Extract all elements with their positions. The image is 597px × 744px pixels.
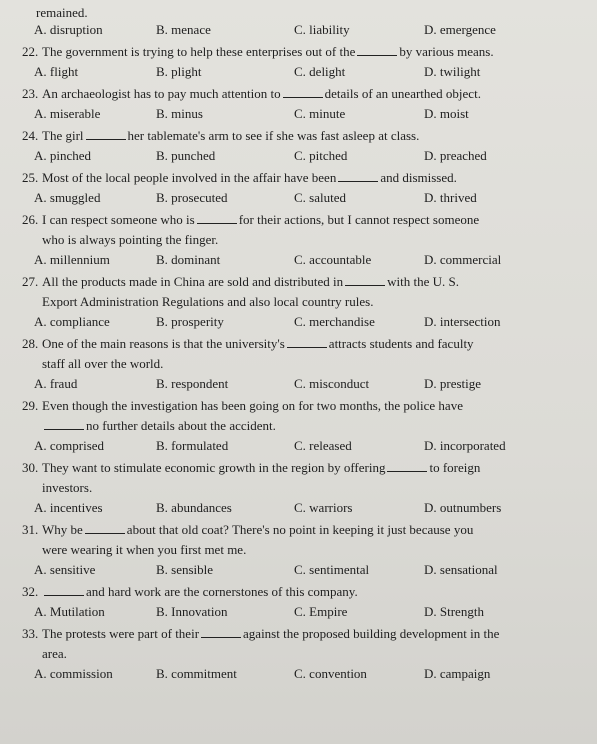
answer-blank[interactable] [44, 419, 84, 430]
question-27 [22, 272, 583, 332]
option-a[interactable]: A. disruption [34, 22, 103, 37]
question-number: 25. [22, 170, 39, 185]
option-b[interactable]: B. punched [156, 148, 216, 163]
option-a[interactable]: A. pinched [34, 148, 92, 163]
options-row [22, 312, 583, 332]
options-row-21 [22, 20, 583, 40]
option-b[interactable]: B. minus [156, 106, 203, 121]
question-number: 32. [22, 584, 39, 599]
question-text-after: for their actions, but I cannot respect someone [238, 212, 480, 227]
option-d[interactable]: D. campaign [424, 666, 491, 681]
option-d[interactable]: D. Strength [424, 604, 484, 619]
options-row [22, 250, 583, 270]
question-continuation-text: who is always pointing the finger. [42, 232, 219, 247]
question-text-after: about that old coat? There's no point in keeping it just because you [126, 522, 474, 537]
question-text-after: by various means. [399, 44, 494, 59]
option-d[interactable]: D. thrived [424, 190, 477, 205]
question-continuation-text: no further details about the accident. [86, 418, 276, 433]
answer-blank[interactable] [357, 45, 397, 56]
option-a[interactable]: A. compliance [34, 314, 110, 329]
question-number: 26. [22, 212, 39, 227]
option-d[interactable]: D. twilight [424, 64, 481, 79]
question-text-after: and dismissed. [380, 170, 457, 185]
option-a[interactable]: A. miserable [34, 106, 101, 121]
question-number: 30. [22, 460, 39, 475]
option-d[interactable]: D. commercial [424, 252, 502, 267]
question-continuation [22, 354, 583, 374]
option-d[interactable]: D. moist [424, 106, 469, 121]
option-b[interactable]: B. Innovation [156, 604, 228, 619]
question-text-after: details of an unearthed object. [324, 86, 481, 101]
question-text-after: to foreign [429, 460, 481, 475]
option-d[interactable]: D. preached [424, 148, 487, 163]
question-continuation-text: area. [42, 646, 67, 661]
option-a[interactable]: A. flight [34, 64, 79, 79]
question-30 [22, 458, 583, 518]
option-d[interactable]: D. emergence [424, 22, 496, 37]
question-text-before: The girl [42, 128, 84, 143]
option-a[interactable]: A. incentives [34, 500, 103, 515]
question-list [22, 42, 583, 684]
option-a[interactable]: A. sensitive [34, 562, 96, 577]
question-23 [22, 84, 583, 124]
options-row [22, 146, 583, 166]
answer-blank[interactable] [345, 275, 385, 286]
question-continuation-text: staff all over the world. [42, 356, 164, 371]
question-line [22, 334, 583, 354]
options-row [22, 602, 583, 622]
options-row [22, 560, 583, 580]
option-a[interactable]: A. commission [34, 666, 113, 681]
answer-blank[interactable] [44, 585, 84, 596]
question-line [22, 210, 583, 230]
question-continuation [22, 230, 583, 250]
answer-blank[interactable] [197, 213, 237, 224]
question-number: 23. [22, 86, 39, 101]
question-continuation [22, 416, 583, 436]
options-row [22, 374, 583, 394]
question-text-after: attracts students and faculty [328, 336, 474, 351]
question-number: 31. [22, 522, 39, 537]
question-line [22, 582, 583, 602]
option-c[interactable]: C. accountable [294, 252, 372, 267]
question-26 [22, 210, 583, 270]
option-b[interactable]: B. menace [156, 22, 211, 37]
option-d[interactable]: D. incorporated [424, 438, 506, 453]
option-a[interactable]: A. fraud [34, 376, 78, 391]
question-continuation [22, 478, 583, 498]
option-a[interactable]: A. comprised [34, 438, 105, 453]
question-text-after: against the proposed building development in the [243, 626, 500, 641]
answer-blank[interactable] [387, 461, 427, 472]
question-number: 29. [22, 398, 39, 413]
question-33 [22, 624, 583, 684]
option-b[interactable]: B. formulated [156, 438, 229, 453]
intro-line: remained. [36, 5, 88, 20]
option-a[interactable]: A. smuggled [34, 190, 101, 205]
question-line [22, 272, 583, 292]
question-28 [22, 334, 583, 394]
option-c[interactable]: C. delight [294, 64, 346, 79]
question-text-before: Most of the local people involved in the affair have been [42, 170, 337, 185]
question-text-before: One of the main reasons is that the university's [42, 336, 285, 351]
option-b[interactable]: B. sensible [156, 562, 214, 577]
question-32 [22, 582, 583, 622]
question-text-before: I can respect someone who is [42, 212, 195, 227]
option-c[interactable]: C. minute [294, 106, 346, 121]
question-number: 24. [22, 128, 39, 143]
option-c[interactable]: C. saluted [294, 190, 346, 205]
question-text-before: An archaeologist has to pay much attention to [42, 86, 281, 101]
question-line [22, 458, 583, 478]
options-row [22, 188, 583, 208]
question-line [22, 624, 583, 644]
question-text-after: with the U. S. [387, 274, 459, 289]
option-c[interactable]: C. pitched [294, 148, 348, 163]
answer-blank[interactable] [283, 87, 323, 98]
option-b[interactable]: B. prosperity [156, 314, 224, 329]
question-continuation [22, 292, 583, 312]
question-24 [22, 126, 583, 166]
option-b[interactable]: B. respondent [156, 376, 229, 391]
options-row [22, 664, 583, 684]
question-31 [22, 520, 583, 580]
option-c[interactable]: C. convention [294, 666, 367, 681]
question-text-after: her tablemate's arm to see if she was fast asleep at class. [127, 128, 420, 143]
question-line [22, 520, 583, 540]
option-c[interactable]: C. sentimental [294, 562, 370, 577]
question-continuation-text: investors. [42, 480, 93, 495]
question-line [22, 42, 583, 62]
option-b[interactable]: B. plight [156, 64, 202, 79]
options-row [22, 104, 583, 124]
question-line [22, 396, 583, 416]
option-d[interactable]: D. prestige [424, 376, 482, 391]
option-c[interactable]: C. merchandise [294, 314, 375, 329]
question-text-after: and hard work are the cornerstones of this company. [86, 584, 358, 599]
question-number: 27. [22, 274, 39, 289]
answer-blank[interactable] [287, 337, 327, 348]
option-c[interactable]: C. liability [294, 22, 350, 37]
option-c[interactable]: C. warriors [294, 500, 353, 515]
question-continuation-text: were wearing it when you first met me. [42, 542, 247, 557]
question-continuation-text: Export Administration Regulations and also local country rules. [42, 294, 374, 309]
question-text-before: Even though the investigation has been going on for two months, the police have [42, 398, 463, 413]
answer-blank[interactable] [85, 523, 125, 534]
option-d[interactable]: D. intersection [424, 314, 501, 329]
option-c[interactable]: C. Empire [294, 604, 348, 619]
question-text-before: The protests were part of their [42, 626, 200, 641]
option-a[interactable]: A. millennium [34, 252, 110, 267]
question-number: 22. [22, 44, 39, 59]
question-text-before: They want to stimulate economic growth in the region by offering [42, 460, 386, 475]
question-22 [22, 42, 583, 82]
answer-blank[interactable] [201, 627, 241, 638]
option-b[interactable]: B. dominant [156, 252, 221, 267]
question-line [22, 84, 583, 104]
question-25 [22, 168, 583, 208]
option-b[interactable]: B. commitment [156, 666, 237, 681]
option-b[interactable]: B. prosecuted [156, 190, 228, 205]
answer-blank[interactable] [338, 171, 378, 182]
question-number: 33. [22, 626, 39, 641]
question-continuation [22, 540, 583, 560]
question-line [22, 126, 583, 146]
question-text-before: All the products made in China are sold and distributed in [42, 274, 344, 289]
options-row [22, 436, 583, 456]
options-row [22, 498, 583, 518]
question-text-before: Why be [42, 522, 83, 537]
option-d[interactable]: D. outnumbers [424, 500, 502, 515]
question-continuation [22, 644, 583, 664]
answer-blank[interactable] [86, 129, 126, 140]
question-29 [22, 396, 583, 456]
options-row [22, 62, 583, 82]
option-c[interactable]: C. misconduct [294, 376, 370, 391]
question-number: 28. [22, 336, 39, 351]
question-text-before: The government is trying to help these enterprises out of the [42, 44, 356, 59]
option-a[interactable]: A. Mutilation [34, 604, 105, 619]
option-d[interactable]: D. sensational [424, 562, 498, 577]
option-c[interactable]: C. released [294, 438, 352, 453]
question-line [22, 168, 583, 188]
option-b[interactable]: B. abundances [156, 500, 232, 515]
